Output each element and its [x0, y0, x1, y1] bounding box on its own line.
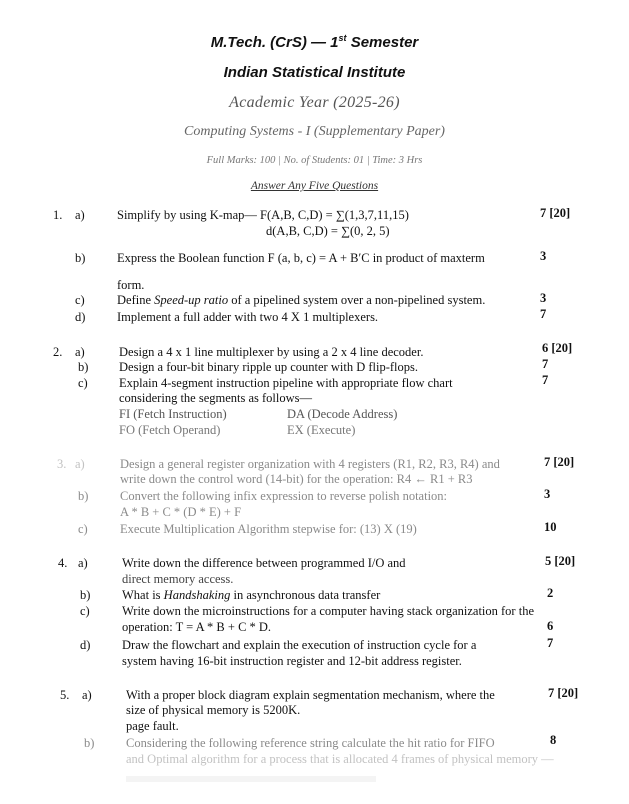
question-text: Explain 4-segment instruction pipeline with appropriate flow chart [119, 376, 453, 390]
marks: 10 [544, 520, 557, 534]
marks: 5 [20] [545, 554, 576, 568]
question-text: Implement a full adder with two 4 X 1 multiplexers. [117, 310, 379, 324]
question-text: Execute Multiplication Algorithm stepwise for: (13) X (19) [120, 522, 417, 536]
question-text: With a proper block diagram explain segmentation mechanism, where the [126, 688, 495, 702]
part-label: b) [84, 736, 95, 750]
part-label: c) [78, 376, 88, 390]
academic-year: Academic Year (2025-26) [229, 94, 400, 111]
emphasis-term: Handshaking [163, 588, 231, 602]
course-superscript: st [338, 33, 347, 43]
part-label: c) [80, 604, 90, 618]
question-text: Write down the difference between programmed I/O and [122, 556, 406, 570]
question-text: considering the segments as follows— [119, 391, 313, 405]
marks: 8 [550, 733, 557, 747]
subject-title: Computing Systems - I (Supplementary Paper) [184, 124, 445, 139]
pipeline-segment: DA (Decode Address) [287, 407, 398, 421]
marks: 7 [20] [540, 206, 571, 220]
question-text: Convert the following infix expression to reverse polish notation: [120, 489, 448, 503]
marks: 7 [547, 636, 554, 650]
marks: 6 [20] [542, 341, 573, 355]
question-text: size of physical memory is 5200K. [126, 703, 301, 717]
question-text: Simplify by using K-map— F(A,B, C,D) = ∑(1,3,7,11,15) [117, 208, 409, 222]
question-text [117, 293, 485, 308]
question-text: form. [117, 278, 145, 292]
part-label: b) [78, 360, 89, 374]
part-label: a) [78, 556, 88, 570]
part-label: a) [75, 208, 85, 222]
exam-meta: Full Marks: 100 | No. of Students: 01 | Time: 3 Hrs [206, 155, 423, 166]
question-text: Write down the microinstructions for a computer having stack organization for the [122, 604, 534, 618]
question-text: d(A,B, C,D) = ∑(0, 2, 5) [266, 224, 390, 238]
question-number: 2. [53, 345, 63, 359]
question-text: Design a general register organization with 4 registers (R1, R2, R3, R4) and [120, 457, 500, 471]
question-text: Draw the flowchart and explain the execution of instruction cycle for a [122, 638, 477, 652]
text-segment: in asynchronous data transfer [230, 588, 381, 602]
marks: 2 [547, 586, 554, 600]
part-label: c) [78, 522, 88, 536]
text-segment: Define [117, 293, 155, 307]
part-label: d) [75, 310, 86, 324]
question-text: direct memory access. [122, 572, 234, 586]
question-text: Design a 4 x 1 line multiplexer by using a 2 x 4 line decoder. [119, 345, 424, 359]
question-text: Design a four-bit binary ripple up counter with D flip-flops. [119, 360, 418, 374]
question-text: page fault. [126, 719, 179, 733]
marks: 3 [540, 291, 547, 305]
question-text: Considering the following reference string calculate the hit ratio for FIFO [126, 736, 495, 750]
part-label: b) [80, 588, 91, 602]
course-semester: Semester [346, 34, 419, 51]
question-text: operation: T = A * B + C * D. [122, 620, 272, 634]
question-text: system having 16-bit instruction register and 12-bit address register. [122, 654, 462, 668]
marks: 7 [20] [544, 455, 575, 469]
part-label: d) [80, 638, 91, 652]
pipeline-segment: EX (Execute) [287, 423, 356, 437]
institute-name: Indian Statistical Institute [223, 64, 406, 81]
part-label: b) [78, 489, 89, 503]
marks: 7 [542, 357, 549, 371]
question-text: Express the Boolean function F (a, b, c) = A + B′C in product of maxterm [117, 251, 485, 265]
marks: 6 [547, 619, 554, 633]
course-title [0, 33, 629, 51]
question-number: 1. [53, 208, 63, 222]
pipeline-segment: FO (Fetch Operand) [119, 423, 221, 437]
marks: 7 [20] [548, 686, 579, 700]
marks: 3 [544, 487, 551, 501]
marks: 7 [542, 373, 549, 387]
text-segment: What is [122, 588, 164, 602]
part-label: c) [75, 293, 85, 307]
question-text: A * B + C * (D * E) + F [120, 505, 242, 519]
text-segment: of a pipelined system over a non-pipelined system. [228, 293, 486, 307]
marks: 7 [540, 307, 547, 321]
part-label: a) [75, 457, 85, 471]
faded-text-line [126, 776, 376, 782]
course-name: M.Tech. (CrS) — 1 [210, 34, 339, 51]
question-number: 4. [58, 556, 68, 570]
question-number: 3. [57, 457, 67, 471]
part-label: a) [82, 688, 92, 702]
question-number: 5. [60, 688, 70, 702]
question-text: and Optimal algorithm for a process that is allocated 4 frames of physical memory — [126, 752, 554, 766]
emphasis-term: Speed-up ratio [154, 293, 229, 307]
marks: 3 [540, 249, 547, 263]
question-text [122, 588, 380, 603]
question-text: write down the control word (14-bit) for the operation: R4 ← R1 + R3 [120, 472, 473, 486]
pipeline-segment: FI (Fetch Instruction) [119, 407, 227, 421]
part-label: b) [75, 251, 86, 265]
instruction: Answer Any Five Questions [250, 180, 379, 192]
part-label: a) [75, 345, 85, 359]
